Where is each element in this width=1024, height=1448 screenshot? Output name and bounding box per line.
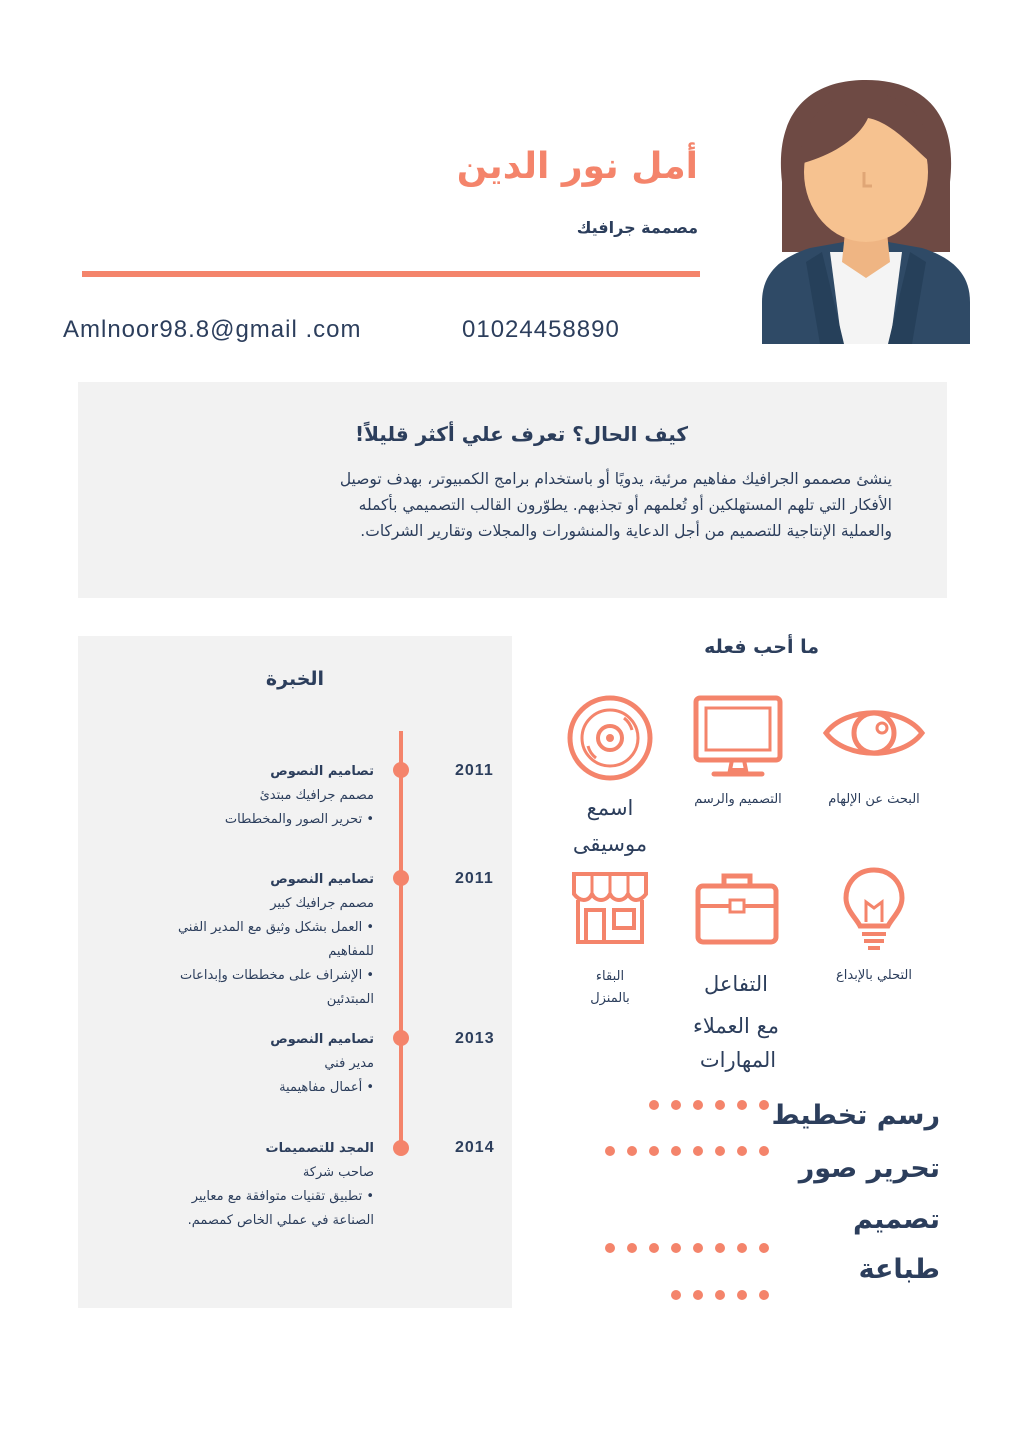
experience-title: الخبرة — [265, 668, 325, 690]
skill-level — [605, 1243, 769, 1253]
skill-dot — [649, 1243, 659, 1253]
about-title: كيف الحال؟ تعرف علي أكثر قليلاً! — [354, 422, 688, 446]
skill-label: تصميم — [852, 1204, 940, 1235]
header-divider — [82, 271, 700, 277]
email-address[interactable]: Amlnoor98.8@gmail .com — [63, 316, 362, 343]
timeline-dot — [393, 762, 409, 778]
skill-dot — [715, 1290, 725, 1300]
skill-dot — [737, 1243, 747, 1253]
skill-dot — [649, 1100, 659, 1110]
monitor-icon — [692, 694, 784, 780]
hobby-caption: البحث عن الإلهام — [828, 792, 920, 807]
experience-item — [94, 1137, 374, 1233]
skill-dot — [759, 1146, 769, 1156]
hobby-caption — [560, 966, 660, 1010]
eye-icon — [822, 698, 926, 768]
experience-item — [94, 868, 374, 1012]
experience-item-title: تصاميم النصوص — [270, 872, 374, 887]
skill-dot — [627, 1146, 637, 1156]
lightbulb-icon — [842, 866, 906, 952]
storefront-icon — [570, 870, 650, 946]
experience-item-line: • تحرير الصور والمخططات — [224, 812, 374, 827]
about-line: ينشئ مصممو الجرافيك مفاهيم مرئية، يدويًا أو باستخدام برامج الكمبيوتر، بهدف توصيل — [339, 470, 892, 488]
job-role: مصممة جرافيك — [576, 218, 698, 237]
experience-item-line: الصناعة في عملي الخاص كمصمم. — [187, 1213, 374, 1228]
experience-item-line: • أعمال مفاهيمية — [279, 1080, 374, 1095]
skill-dot — [759, 1290, 769, 1300]
about-line: الأفكار التي تلهم المستهلكين أو تُعلمهم أو تجذبهم. يطوّرون القالب التصميمي بأكمله — [358, 496, 892, 514]
experience-item — [94, 760, 374, 832]
experience-item-title: تصاميم النصوص — [270, 764, 374, 779]
hobby-caption: مع العملاء — [692, 1014, 779, 1038]
skill-level — [671, 1290, 769, 1300]
skill-dot — [737, 1290, 747, 1300]
timeline-dot — [393, 1030, 409, 1046]
hobby-caption-line: البقاء — [595, 969, 625, 984]
experience-year: 2014 — [455, 1139, 495, 1156]
avatar — [760, 52, 972, 344]
hobby-caption: موسيقى — [572, 832, 648, 856]
experience-year: 2011 — [455, 870, 494, 887]
skill-dot — [671, 1100, 681, 1110]
experience-item-line: • تطبيق تقنيات متوافقة مع معايير — [191, 1189, 374, 1204]
hobby-caption: التحلي بالإبداع — [836, 968, 912, 983]
experience-item — [94, 1028, 374, 1100]
skill-dot — [693, 1243, 703, 1253]
skill-dot — [605, 1243, 615, 1253]
about-text — [192, 466, 892, 544]
skill-label: رسم تخطيط — [771, 1100, 940, 1131]
experience-item-line: • العمل بشكل وثيق مع المدير الفني — [177, 920, 374, 935]
briefcase-icon — [694, 870, 780, 946]
experience-item-line: صاحب شركة — [302, 1165, 374, 1180]
skill-dot — [671, 1146, 681, 1156]
phone-number[interactable]: 01024458890 — [462, 316, 620, 343]
skill-dot — [715, 1243, 725, 1253]
skill-dot — [715, 1146, 725, 1156]
skill-dot — [649, 1146, 659, 1156]
candidate-name: أمل نور الدين — [456, 146, 698, 187]
skill-dot — [693, 1146, 703, 1156]
skill-dot — [671, 1243, 681, 1253]
experience-item-line: مدير فني — [324, 1056, 374, 1071]
experience-year: 2011 — [455, 762, 494, 779]
experience-year: 2013 — [455, 1030, 495, 1047]
experience-item-line: للمفاهيم — [328, 944, 374, 959]
experience-item-title: المجد للتصميمات — [265, 1141, 374, 1156]
experience-item-title: تصاميم النصوص — [270, 1032, 374, 1047]
skill-level — [605, 1146, 769, 1156]
timeline-dot — [393, 1140, 409, 1156]
skill-dot — [605, 1146, 615, 1156]
experience-item-line: • الإشراف على مخططات وإبداعات — [179, 968, 374, 983]
hobby-caption: اسمع — [586, 796, 634, 820]
skill-label: تحرير صور — [798, 1153, 940, 1184]
skill-dot — [759, 1243, 769, 1253]
skill-dot — [693, 1100, 703, 1110]
timeline-line — [399, 731, 403, 1151]
hobby-caption: التصميم والرسم — [694, 792, 782, 807]
skill-dot — [627, 1243, 637, 1253]
skill-dot — [693, 1290, 703, 1300]
experience-item-line: المبتدئين — [326, 992, 374, 1007]
vinyl-disc-icon — [566, 694, 654, 782]
skill-dot — [759, 1100, 769, 1110]
skill-level — [649, 1100, 769, 1110]
about-line: والعملية الإنتاجية للتصميم من أجل الدعاية والمنشورات والمجلات وتقارير الشركات. — [360, 522, 892, 540]
hobby-caption-line: بالمنزل — [590, 991, 630, 1006]
skill-dot — [671, 1290, 681, 1300]
skill-dot — [737, 1100, 747, 1110]
hobbies-title: ما أحب فعله — [704, 636, 819, 658]
hobby-caption: التفاعل — [703, 972, 769, 996]
timeline-dot — [393, 870, 409, 886]
skill-dot — [737, 1146, 747, 1156]
experience-item-line: مصمم جرافيك مبتدئ — [259, 788, 374, 803]
skills-title: المهارات — [699, 1048, 777, 1072]
skill-dot — [715, 1100, 725, 1110]
experience-item-line: مصمم جرافيك كبير — [270, 896, 374, 911]
skill-label: طباعة — [858, 1254, 940, 1285]
